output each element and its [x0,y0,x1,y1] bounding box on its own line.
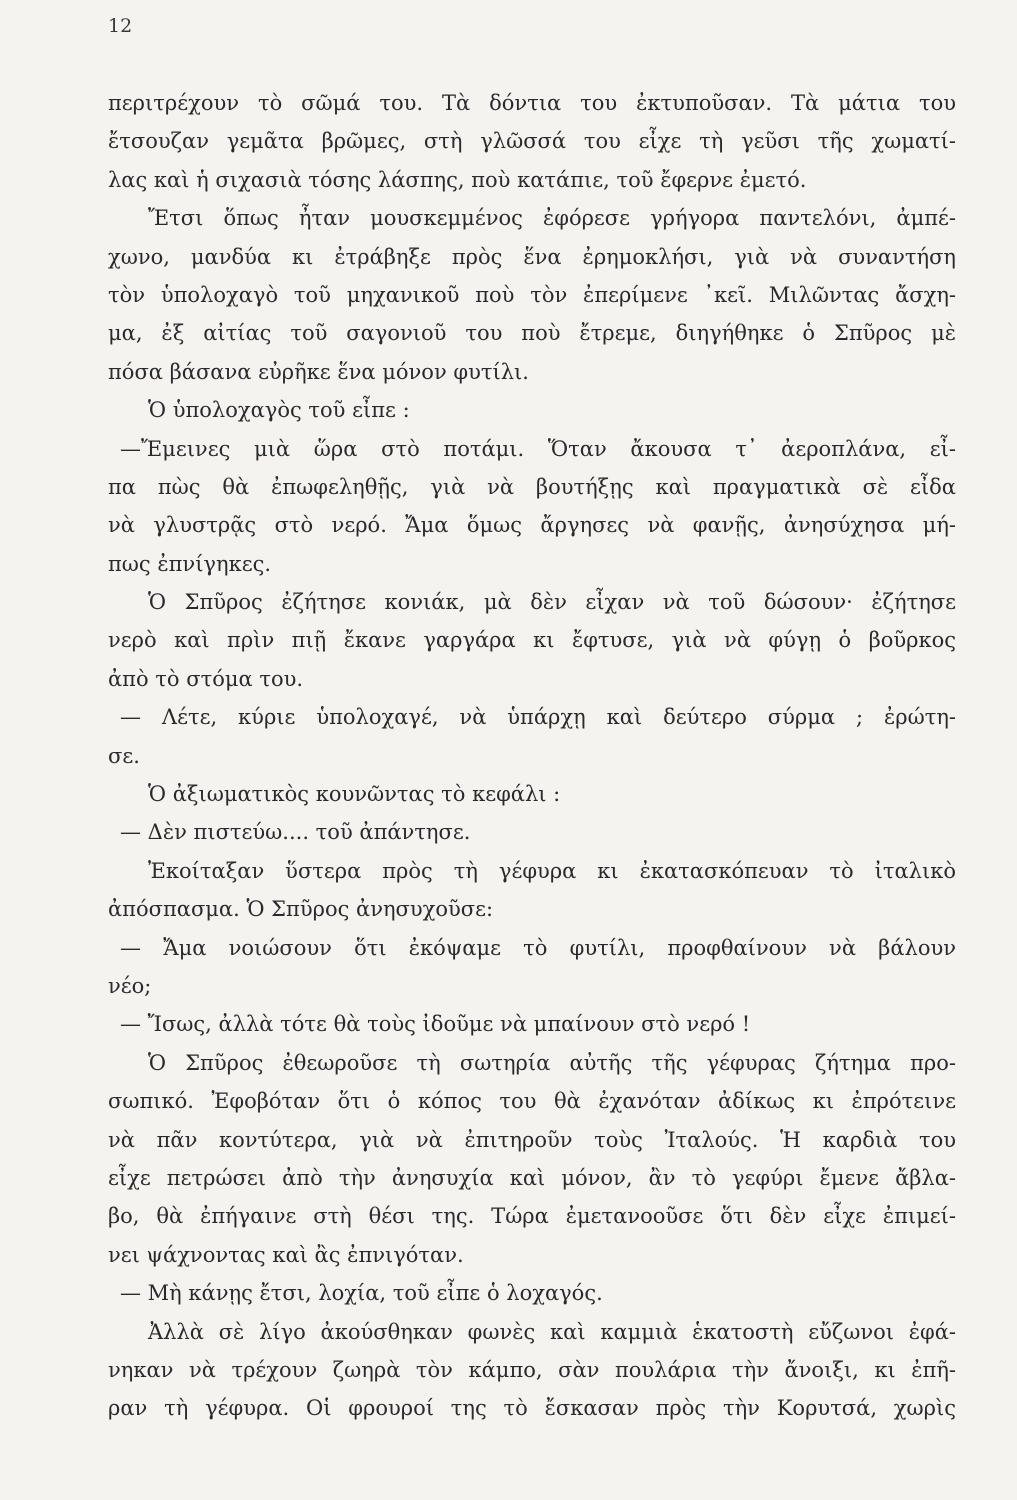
text-line: ραν τὴ γέφυρα. Οἱ φρουροί της τὸ ἔσκασαν πρὸς τὴν Κορυτσά, χωρὶς [108,1396,956,1421]
text-line: — Ἄμα νοιώσουν ὅτι ἐκόψαμε τὸ φυτίλι, προφθαίνουν νὰ βάλουν [120,935,956,960]
text-line: λας καὶ ἡ σιχασιὰ τόσης λάσπης, ποὺ κατάπιε, τοῦ ἔφερνε ἐμετό. [108,167,807,192]
text-line: νηκαν νὰ τρέχουν ζωηρὰ τὸν κάμπο, σὰν πουλάρια τὴν ἄνοιξι, κι ἐπῆ- [108,1357,956,1382]
text-line: περιτρέχουν τὸ σῶμά του. Τὰ δόντια του ἐκτυποῦσαν. Τὰ μάτια του [108,91,956,115]
text-line: — Δὲν πιστεύω.... τοῦ ἀπάντησε. [120,820,471,845]
text-line: — Μὴ κάνῃς ἔτσι, λοχία, τοῦ εἶπε ὁ λοχαγός. [120,1281,603,1306]
body-text [108,84,956,1428]
text-line: Ὁ ἀξιωματικὸς κουνῶντας τὸ κεφάλι : [148,782,561,807]
text-line: —Ἔμεινες μιὰ ὥρα στὸ ποτάμι. Ὅταν ἄκουσα τ᾿ ἀεροπλάνα, εἶ- [120,436,956,461]
text-line: πα πὼς θὰ ἐπωφεληθῇς, γιὰ νὰ βουτήξῃς καὶ πραγματικὰ σὲ εἶδα [108,474,956,499]
text-line: νερὸ καὶ πρὶν πιῇ ἔκανε γαργάρα κι ἔφτυσε, γιὰ νὰ φύγῃ ὁ βοῦρκος [108,628,956,653]
text-line: πόσα βάσανα εὐρῆκε ἕνα μόνον φυτίλι. [108,359,529,384]
text-line: ἔτσουζαν γεμᾶτα βρῶμες, στὴ γλῶσσά του εἶχε τὴ γεῦσι τῆς χωματί- [108,129,956,154]
text-line: Ὁ Σπῦρος ἐζήτησε κονιάκ, μὰ δὲν εἶχαν νὰ τοῦ δώσουν· ἐζήτησε [148,590,956,615]
text-line: ἀπόσπασμα. Ὁ Σπῦρος ἀνησυχοῦσε: [108,897,494,922]
text-line: νὰ πᾶν κοντύτερα, γιὰ νὰ ἐπιτηροῦν τοὺς Ἰταλούς. Ἡ καρδιὰ του [108,1127,956,1152]
text-line: Ἐκοίταξαν ὕστερα πρὸς τὴ γέφυρα κι ἐκατασκόπευαν τὸ ἰταλικὸ [148,858,956,883]
text-line: σωπικό. Ἐφοβόταν ὅτι ὁ κόπος του θὰ ἐχανόταν ἀδίκως κι ἐπρότεινε [108,1089,956,1114]
text-line: Ὁ ὑπολοχαγὸς τοῦ εἶπε : [148,398,410,423]
text-line: μα, ἐξ αἰτίας τοῦ σαγονιοῦ του ποὺ ἔτρεμε, διηγήθηκε ὁ Σπῦρος μὲ [108,321,956,346]
text-line: νει ψάχνοντας καὶ ἂς ἐπνιγόταν. [108,1242,464,1267]
text-line: ἀπὸ τὸ στόμα του. [108,666,304,691]
text-line: — Λέτε, κύριε ὑπολοχαγέ, νὰ ὑπάρχῃ καὶ δεύτερο σύρμα ; ἐρώτη- [120,705,956,730]
text-line: πως ἐπνίγηκες. [108,551,272,576]
text-line: βο, θὰ ἐπήγαινε στὴ θέσι της. Τώρα ἐμετανοοῦσε ὅτι δὲν εἶχε ἐπιμεί- [108,1204,956,1229]
page-number: 12 [108,15,133,37]
text-line: νὰ γλυστρᾷς στὸ νερό. Ἄμα ὅμως ἄργησες νὰ φανῇς, ἀνησύχησα μή- [108,513,956,538]
text-line: — Ἴσως, ἀλλὰ τότε θὰ τοὺς ἰδοῦμε νὰ μπαίνουν στὸ νερό ! [120,1012,751,1037]
text-line: εἶχε πετρώσει ἀπὸ τὴν ἀνησυχία καὶ μόνον, ἂν τὸ γεφύρι ἔμενε ἄβλα- [108,1165,956,1190]
text-line: Ἔτσι ὅπως ἦταν μουσκεμμένος ἐφόρεσε γρήγορα παντελόνι, ἀμπέ- [148,206,956,231]
text-line: νέο; [108,973,152,998]
text-line: Ἀλλὰ σὲ λίγο ἀκούσθηκαν φωνὲς καὶ καμμιὰ ἑκατοστὴ εὔζωνοι ἐφά- [148,1319,956,1344]
text-line: Ὁ Σπῦρος ἐθεωροῦσε τὴ σωτηρία αὐτῆς τῆς γέφυρας ζήτημα προ- [148,1050,956,1075]
text-line: σε. [108,743,140,768]
text-line: τὸν ὑπολοχαγὸ τοῦ μηχανικοῦ ποὺ τὸν ἐπερίμενε ᾿κεῖ. Μιλῶντας ἄσχη- [108,282,956,307]
text-line: χωνο, μανδύα κι ἐτράβηξε πρὸς ἕνα ἐρημοκλήσι, γιὰ νὰ συναντήση [108,244,956,269]
